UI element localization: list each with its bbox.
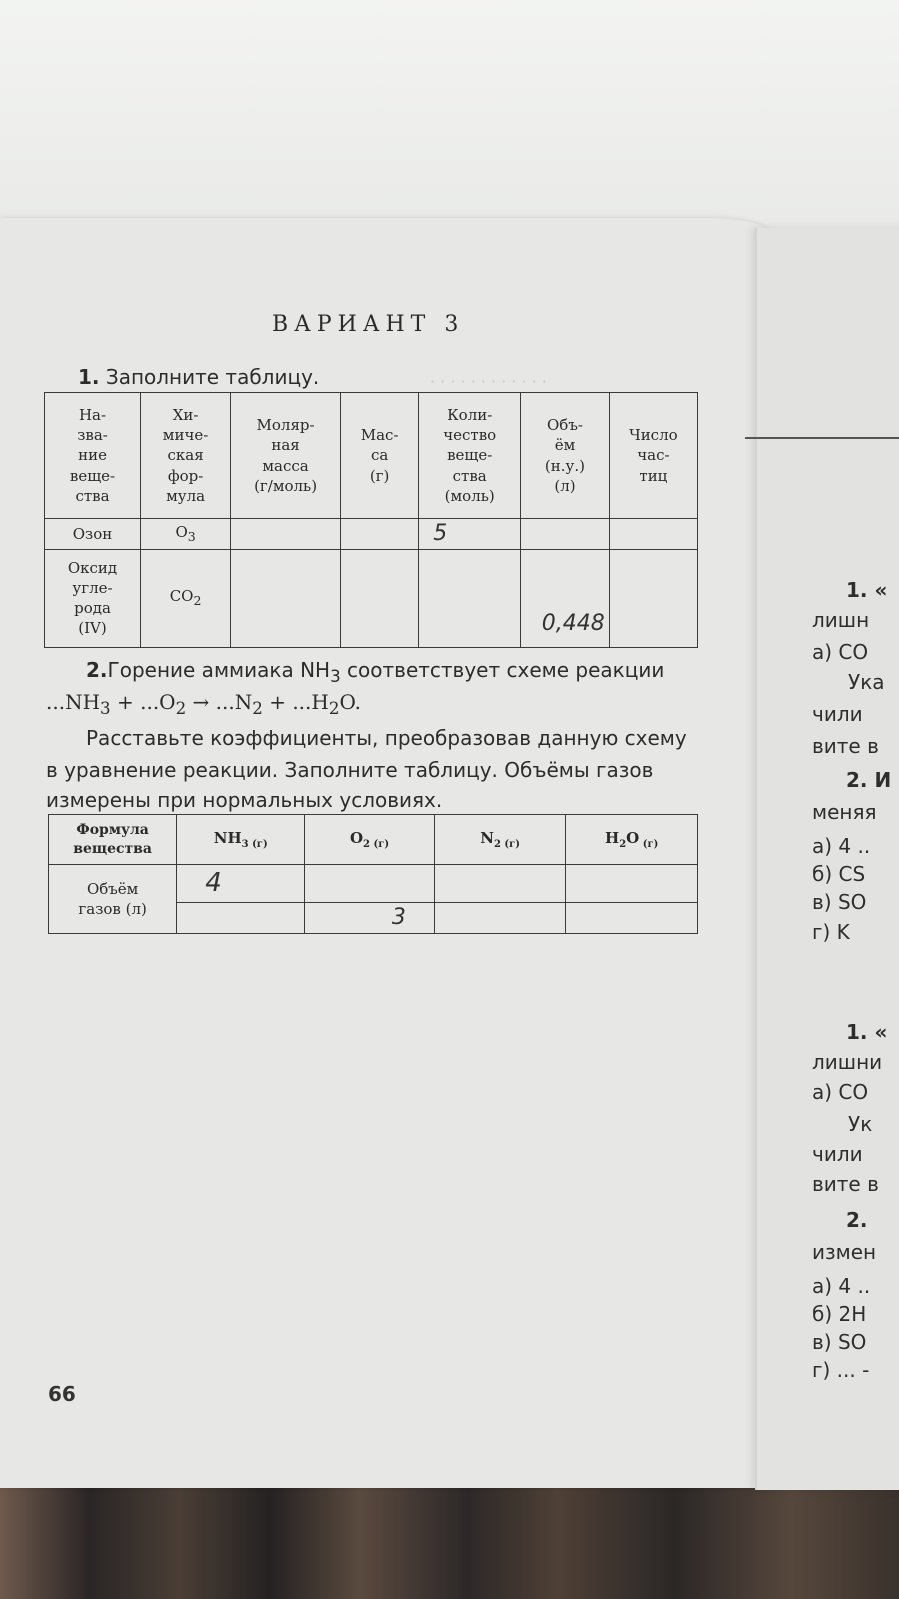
cell-o2-a[interactable] [305,865,435,903]
right-page-line: вите в [812,1172,879,1196]
task2-line4: в уравнение реакции. Заполните таблицу. Объёмы газов [46,758,654,782]
cell-amount[interactable] [419,519,521,550]
header-n2: $N_{2 (г)}$ [434,815,565,865]
cell-volume[interactable] [521,519,610,550]
page-number: 66 [48,1382,76,1406]
cell-nh3-a[interactable] [177,865,305,903]
background-top [0,0,899,240]
table-surface [0,1478,899,1599]
cell-h2o-a[interactable] [566,865,698,903]
cell-formula: $CO_2$ [141,549,231,647]
cell-mass[interactable] [341,549,419,647]
cell-volume[interactable] [521,549,610,647]
header-amount: Коли- чество веще- ства (моль) [419,393,521,519]
task1-prompt [78,365,319,389]
handwritten-amount: 5 [433,521,448,546]
right-page-line: 2. [846,1208,868,1232]
right-page-line: 1. « [846,578,888,602]
right-page-line: в) SO [812,890,867,914]
handwritten-volume: 0,448 [541,611,605,636]
task2-table [48,814,698,934]
task2-scheme: $...NH_3 + ...O_2 \to ...N_2 + ...H_2O$. [46,690,362,718]
right-page [755,228,899,1490]
header-name: На- зва- ние веще- ства [45,393,141,519]
cell-mass[interactable] [341,519,419,550]
handwritten-nh3: 4 [205,867,222,898]
right-page-line: г) ... - [812,1358,870,1382]
task1-table [44,392,698,648]
right-page-line: а) CO [812,1080,869,1104]
right-page-line: а) 4 .. [812,1274,871,1298]
right-page-line: в) SO [812,1330,867,1354]
right-page-rule [745,437,899,439]
header-volume: Объ- ём (н.у.) (л) [521,393,610,519]
header-formula: Хи- миче- ская фор- мула [141,393,231,519]
right-page-line: чили [812,1142,863,1166]
right-page-line: 2. И [846,768,892,792]
header-h2o: $H_2O$ $_{(г)}$ [566,815,698,865]
right-page-line: измен [812,1240,877,1264]
right-page-line: лишни [812,1050,883,1074]
task2-header-row [49,815,698,865]
cell-nh3-b[interactable] [177,903,305,934]
handwritten-o2: 3 [391,905,406,930]
cell-molar-mass[interactable] [231,549,341,647]
header-formula: Формула вещества [49,815,177,865]
cell-particles[interactable] [609,519,697,550]
bleed-through-text: · · · · · · · · · · · · [430,372,547,391]
cell-molar-mass[interactable] [231,519,341,550]
table-row-co2 [45,549,698,647]
right-page-line: б) 2H [812,1302,867,1326]
cell-n2-b[interactable] [434,903,565,934]
right-page-line: 1. « [846,1020,888,1044]
cell-amount[interactable] [419,549,521,647]
header-o2: $O_{2 (г)}$ [305,815,435,865]
right-page-line: а) 4 .. [812,834,871,858]
right-page-line: лишн [812,608,870,632]
cell-n2-a[interactable] [434,865,565,903]
cell-name: Озон [45,519,141,550]
task2-row-a [49,865,698,903]
right-page-line: Ука [848,670,885,694]
cell-o2-b[interactable] [305,903,435,934]
header-mass: Мас- са (г) [341,393,419,519]
task1-number: 1. [78,365,100,389]
header-nh3: $NH_{3 (г)}$ [177,815,305,865]
cell-name: Оксид угле- рода (IV) [45,549,141,647]
row-label-volume: Объём газов (л) [49,865,177,934]
task2-line5: измерены при нормальных условиях. [46,788,443,812]
table-row-ozone [45,519,698,550]
right-page-line: а) CO [812,640,869,664]
header-molar-mass: Моляр- ная масса (г/моль) [231,393,341,519]
cell-formula: $O_3$ [141,519,231,550]
right-page-line: г) K [812,920,850,944]
right-page-line: б) CS [812,862,866,886]
cell-particles[interactable] [609,549,697,647]
cell-h2o-b[interactable] [566,903,698,934]
task2-line3: Расставьте коэффициенты, преобразовав данную схему [86,726,687,750]
table-header-row [45,393,698,519]
task2-line1: 2.Горение аммиака $NH_3$ соответствует схеме реакции [86,658,665,686]
page-heading: ВАРИАНТ 3 [272,312,465,337]
right-page-line: вите в [812,734,879,758]
right-page-line: Ук [848,1112,873,1136]
right-page-line: чили [812,702,863,726]
task1-text: Заполните таблицу. [105,365,320,389]
right-page-line: меняя [812,800,877,824]
header-particles: Число час- тиц [609,393,697,519]
